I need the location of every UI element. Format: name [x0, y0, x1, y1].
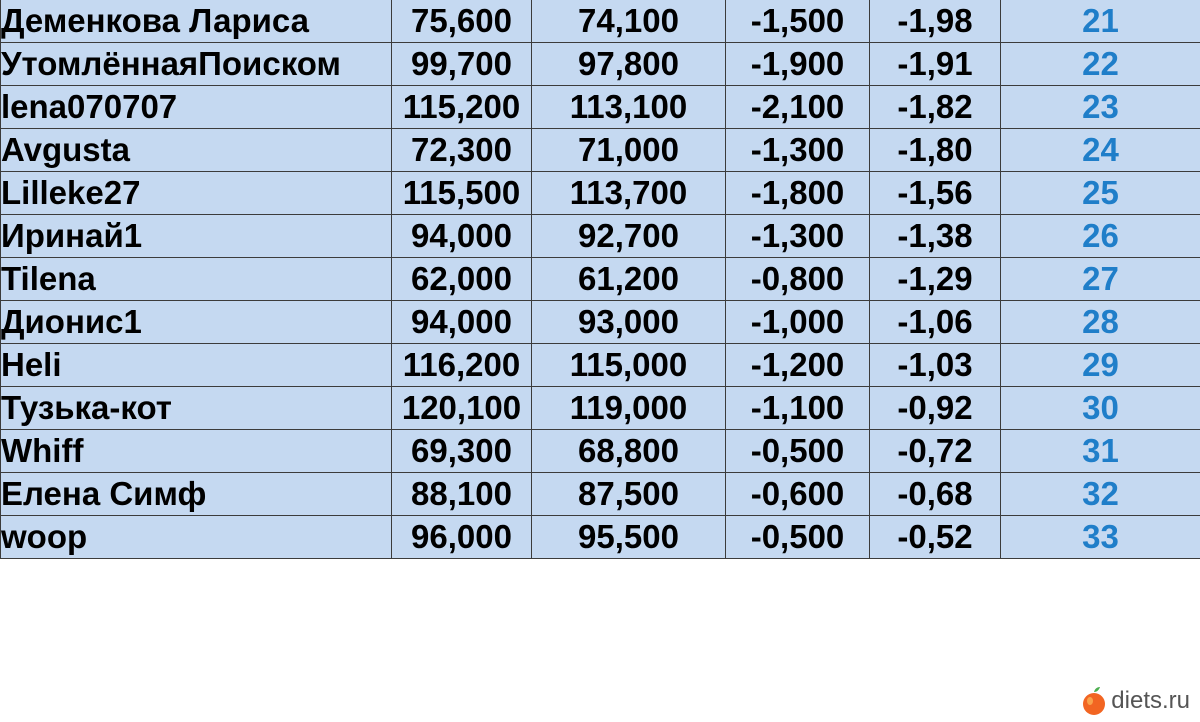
participant-name: УтомлённаяПоиском: [1, 43, 392, 86]
weight-difference: -0,800: [726, 258, 870, 301]
weight-difference: -1,800: [726, 172, 870, 215]
current-weight: 68,800: [532, 430, 726, 473]
apple-icon: [1081, 686, 1107, 716]
current-weight: 115,000: [532, 344, 726, 387]
participant-name: Елена Симф: [1, 473, 392, 516]
start-weight: 69,300: [392, 430, 532, 473]
percent-change: -0,68: [870, 473, 1001, 516]
rank-number: 22: [1001, 43, 1200, 86]
diets-watermark: [1081, 686, 1190, 716]
table-row: [1, 258, 1200, 301]
start-weight: 94,000: [392, 215, 532, 258]
percent-change: -1,98: [870, 0, 1001, 43]
rank-number: 27: [1001, 258, 1200, 301]
percent-change: -1,38: [870, 215, 1001, 258]
table-row: [1, 344, 1200, 387]
participant-name: Тузька-кот: [1, 387, 392, 430]
participant-name: Tilena: [1, 258, 392, 301]
rank-number: 25: [1001, 172, 1200, 215]
start-weight: 99,700: [392, 43, 532, 86]
participant-name: woop: [1, 516, 392, 559]
percent-change: -0,52: [870, 516, 1001, 559]
weight-difference: -1,500: [726, 0, 870, 43]
current-weight: 92,700: [532, 215, 726, 258]
rank-number: 28: [1001, 301, 1200, 344]
percent-change: -0,92: [870, 387, 1001, 430]
results-table-body: [1, 0, 1200, 559]
participant-name: Heli: [1, 344, 392, 387]
weight-difference: -1,000: [726, 301, 870, 344]
table-row: [1, 43, 1200, 86]
start-weight: 88,100: [392, 473, 532, 516]
current-weight: 95,500: [532, 516, 726, 559]
start-weight: 96,000: [392, 516, 532, 559]
start-weight: 94,000: [392, 301, 532, 344]
current-weight: 71,000: [532, 129, 726, 172]
table-row: [1, 172, 1200, 215]
start-weight: 120,100: [392, 387, 532, 430]
current-weight: 61,200: [532, 258, 726, 301]
percent-change: -1,03: [870, 344, 1001, 387]
weight-difference: -2,100: [726, 86, 870, 129]
start-weight: 115,200: [392, 86, 532, 129]
percent-change: -0,72: [870, 430, 1001, 473]
rank-number: 26: [1001, 215, 1200, 258]
weight-difference: -0,500: [726, 430, 870, 473]
start-weight: 115,500: [392, 172, 532, 215]
percent-change: -1,80: [870, 129, 1001, 172]
percent-change: -1,82: [870, 86, 1001, 129]
rank-number: 24: [1001, 129, 1200, 172]
current-weight: 97,800: [532, 43, 726, 86]
current-weight: 113,700: [532, 172, 726, 215]
percent-change: -1,06: [870, 301, 1001, 344]
participant-name: Lilleke27: [1, 172, 392, 215]
percent-change: -1,91: [870, 43, 1001, 86]
table-row: [1, 0, 1200, 43]
percent-change: -1,56: [870, 172, 1001, 215]
weight-difference: -1,300: [726, 215, 870, 258]
start-weight: 116,200: [392, 344, 532, 387]
rank-number: 32: [1001, 473, 1200, 516]
weight-difference: -1,300: [726, 129, 870, 172]
current-weight: 87,500: [532, 473, 726, 516]
rank-number: 30: [1001, 387, 1200, 430]
weight-difference: -1,900: [726, 43, 870, 86]
current-weight: 74,100: [532, 0, 726, 43]
weight-difference: -1,100: [726, 387, 870, 430]
participant-name: Иринай1: [1, 215, 392, 258]
current-weight: 113,100: [532, 86, 726, 129]
table-row: [1, 516, 1200, 559]
table-row: [1, 86, 1200, 129]
participant-name: Avgusta: [1, 129, 392, 172]
participant-name: Дионис1: [1, 301, 392, 344]
rank-number: 21: [1001, 0, 1200, 43]
start-weight: 72,300: [392, 129, 532, 172]
table-row: [1, 215, 1200, 258]
current-weight: 119,000: [532, 387, 726, 430]
weight-difference: -0,500: [726, 516, 870, 559]
weight-difference: -1,200: [726, 344, 870, 387]
percent-change: -1,29: [870, 258, 1001, 301]
watermark-text: diets.ru: [1111, 687, 1190, 714]
weight-difference: -0,600: [726, 473, 870, 516]
participant-name: Деменкова Лариса: [1, 0, 392, 43]
rank-number: 31: [1001, 430, 1200, 473]
rank-number: 29: [1001, 344, 1200, 387]
current-weight: 93,000: [532, 301, 726, 344]
start-weight: 75,600: [392, 0, 532, 43]
rank-number: 33: [1001, 516, 1200, 559]
table-row: [1, 473, 1200, 516]
start-weight: 62,000: [392, 258, 532, 301]
rank-number: 23: [1001, 86, 1200, 129]
table-row: [1, 301, 1200, 344]
participant-name: lena070707: [1, 86, 392, 129]
table-row: [1, 129, 1200, 172]
table-row: [1, 430, 1200, 473]
participant-name: Whiff: [1, 430, 392, 473]
table-row: [1, 387, 1200, 430]
